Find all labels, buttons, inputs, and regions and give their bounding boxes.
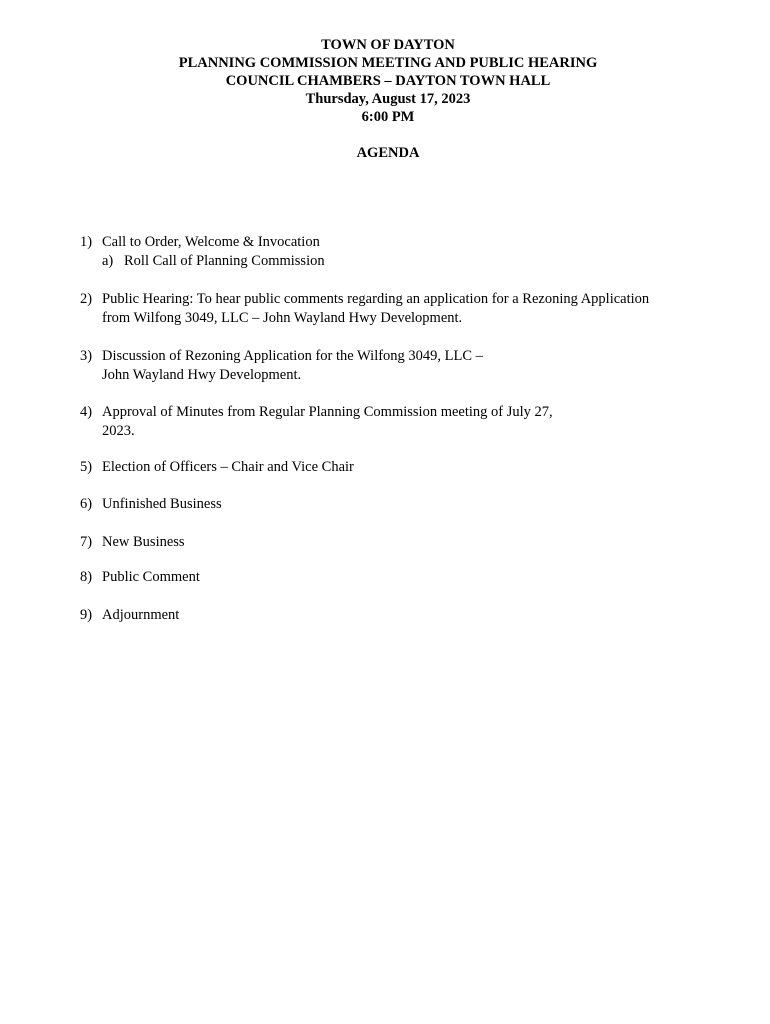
agenda-item-text-continued: John Wayland Hwy Development. [102, 367, 302, 383]
header-location: COUNCIL CHAMBERS – DAYTON TOWN HALL [225, 73, 551, 89]
agenda-item-number: 3) [80, 348, 93, 364]
agenda-item-text: Call to Order, Welcome & Invocation [102, 234, 320, 250]
agenda-item-text: Public Hearing: To hear public comments regarding an application for a Rezoning Application [102, 291, 650, 307]
agenda-title: AGENDA [356, 145, 420, 161]
agenda-item-text-continued: 2023. [102, 423, 135, 439]
agenda-item-number: 1) [80, 234, 93, 250]
header-time: 6:00 PM [361, 109, 415, 125]
agenda-item-text: Approval of Minutes from Regular Planning Commission meeting of July 27, [102, 404, 553, 420]
document-header [0, 36, 770, 126]
agenda-item-text: New Business [102, 534, 185, 550]
agenda-item-text: Election of Officers – Chair and Vice Chair [102, 459, 354, 475]
header-meeting-title: PLANNING COMMISSION MEETING AND PUBLIC HEARING [178, 55, 598, 71]
agenda-item-number: 5) [80, 459, 93, 475]
agenda-item-number: 4) [80, 404, 93, 420]
agenda-item-number: 6) [80, 496, 93, 512]
header-town-name: TOWN OF DAYTON [321, 37, 455, 53]
agenda-subitem-letter: a) [102, 253, 114, 269]
agenda-item-text: Public Comment [102, 569, 200, 585]
agenda-subitem-text: Roll Call of Planning Commission [124, 253, 325, 269]
agenda-item-text: Discussion of Rezoning Application for the Wilfong 3049, LLC – [102, 348, 483, 364]
agenda-item-text: Adjournment [102, 607, 180, 623]
agenda-item-text-continued: from Wilfong 3049, LLC – John Wayland Hwy Development. [102, 310, 463, 326]
agenda-item-number: 2) [80, 291, 93, 307]
agenda-item-text: Unfinished Business [102, 496, 222, 512]
agenda-item-number: 9) [80, 607, 93, 623]
agenda-item-number: 8) [80, 569, 93, 585]
agenda-item-number: 7) [80, 534, 93, 550]
header-date: Thursday, August 17, 2023 [305, 91, 471, 107]
